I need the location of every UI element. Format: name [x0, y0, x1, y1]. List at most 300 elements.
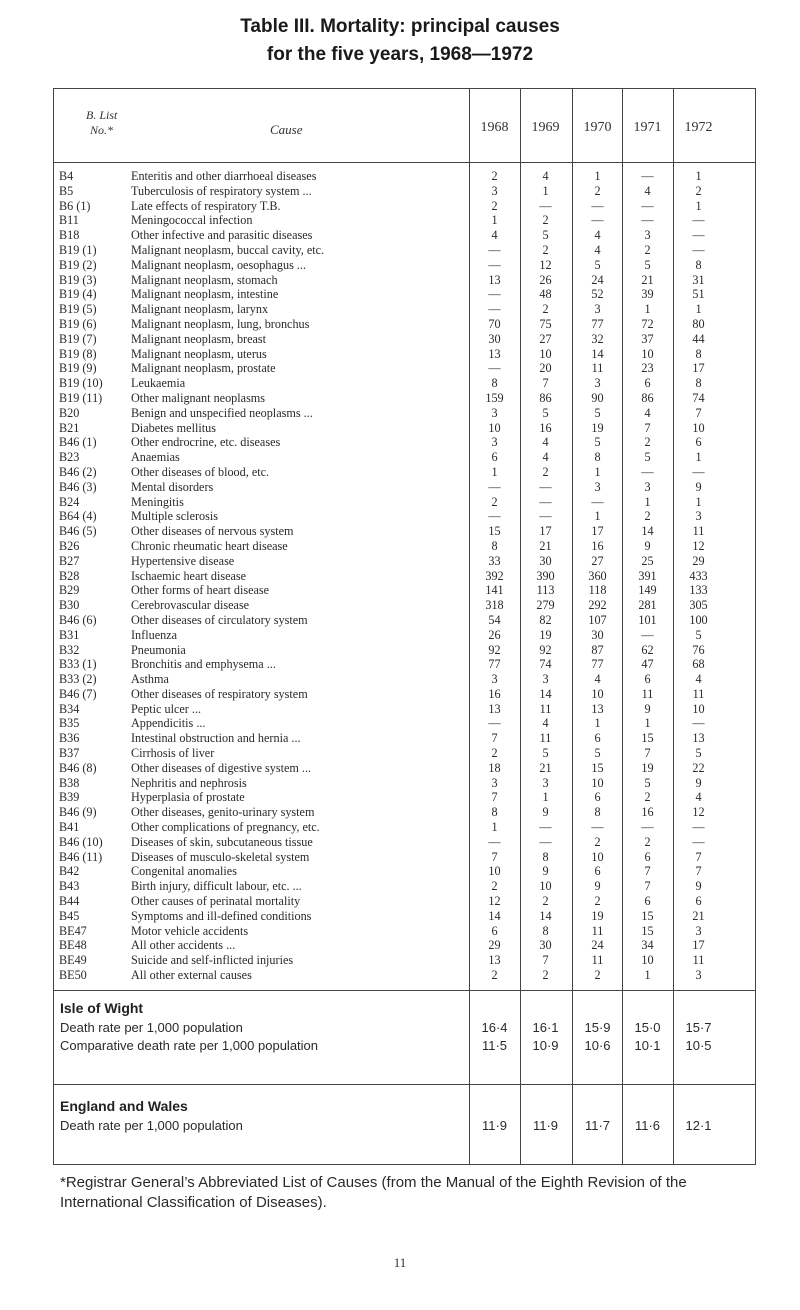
cause-name: Other diseases, genito-urinary system: [131, 805, 315, 820]
table-row: [0, 643, 800, 658]
value-1971: 5: [644, 775, 651, 790]
table-row: [0, 199, 800, 214]
cause-code: B46 (8): [59, 760, 97, 775]
cause-code: B26: [59, 538, 80, 553]
value-1972: 1: [695, 450, 702, 465]
table-row: [0, 332, 800, 347]
table-row: [0, 421, 800, 436]
cause-code: B31: [59, 627, 80, 642]
value-1971: 101: [638, 612, 657, 627]
value-1969: 92: [539, 642, 552, 657]
value-1968: 159: [485, 390, 504, 405]
value-1969: 2: [542, 302, 549, 317]
value-1971: 4: [644, 183, 651, 198]
year-header: 1971: [633, 120, 662, 135]
cause-code: B19 (10): [59, 376, 103, 391]
value-1971: 6: [644, 894, 651, 909]
value-1969: 390: [536, 568, 555, 583]
table-row: [0, 465, 800, 480]
cause-code: B19 (1): [59, 242, 97, 257]
value-1972: 2: [695, 183, 702, 198]
cause-code: BE47: [59, 923, 87, 938]
value-1971: 6: [644, 672, 651, 687]
cause-name: Peptic ulcer ...: [131, 701, 202, 716]
value-1970: 87: [591, 642, 604, 657]
cause-code: B19 (2): [59, 257, 97, 272]
value-1970: 10: [591, 775, 604, 790]
cause-name: Hypertensive disease: [131, 553, 235, 568]
value-1969: 4: [542, 169, 549, 183]
value-1970: 10·6: [584, 1038, 611, 1053]
value-1971: 15: [641, 908, 654, 923]
cause-name: Malignant neoplasm, intestine: [131, 287, 279, 302]
value-1972: 9: [695, 479, 702, 494]
table-row: [0, 613, 800, 628]
value-1968: 6: [491, 923, 498, 938]
value-1968: 13: [488, 953, 501, 968]
value-1969: 4: [542, 716, 549, 731]
value-1969: 5: [542, 746, 549, 761]
value-1971: —: [641, 820, 654, 835]
value-1970: 11: [591, 923, 604, 938]
table-row: [0, 761, 800, 776]
value-1969: 11: [539, 731, 552, 746]
value-1970: 17: [591, 524, 604, 539]
value-1969: 21: [539, 760, 552, 775]
table-row: [0, 361, 800, 376]
table-row: [0, 924, 800, 939]
table-row: [0, 213, 800, 228]
value-1968: —: [488, 287, 501, 302]
cause-code: B43: [59, 879, 80, 894]
value-1972: —: [692, 716, 705, 731]
cause-code: BE50: [59, 968, 87, 983]
england-wales-title: England and Wales: [60, 1098, 188, 1114]
value-1970: 5: [594, 435, 601, 450]
cause-code: B38: [59, 775, 80, 790]
cause-code: B46 (11): [59, 849, 103, 864]
value-1968: —: [488, 479, 501, 494]
value-1968: 13: [488, 346, 501, 361]
value-1970: 1: [594, 509, 601, 524]
cause-code: B19 (4): [59, 287, 97, 302]
value-1970: 77: [591, 316, 604, 331]
cause-name: Cerebrovascular disease: [131, 598, 250, 613]
value-1971: 2: [644, 834, 651, 849]
value-1970: 292: [588, 598, 607, 613]
value-1972: 9: [695, 879, 702, 894]
cause-name: Malignant neoplasm, oesophagus ...: [131, 257, 306, 272]
value-1968: 7: [491, 849, 498, 864]
table-row: [0, 598, 800, 613]
value-1972: 51: [692, 287, 705, 302]
table-row: [0, 657, 800, 672]
value-1968: 2: [491, 494, 498, 509]
value-1971: 21: [641, 272, 654, 287]
value-1970: 4: [594, 672, 601, 687]
table-row: [0, 524, 800, 539]
cause-code: B23: [59, 450, 80, 465]
table-row: [0, 273, 800, 288]
value-1972: 8: [695, 346, 702, 361]
table-row: [0, 702, 800, 717]
cause-code: B46 (2): [59, 464, 97, 479]
value-1969: 5: [542, 405, 549, 420]
value-1972: 9: [695, 775, 702, 790]
value-1968: 77: [488, 657, 501, 672]
value-1971: —: [641, 464, 654, 479]
cause-name: Cirrhosis of liver: [131, 746, 215, 761]
value-1970: 77: [591, 657, 604, 672]
value-1971: 4: [644, 405, 651, 420]
table-row: [0, 391, 800, 406]
cause-name: All other accidents ...: [131, 938, 236, 953]
value-1968: 12: [488, 894, 501, 909]
value-1969: 30: [539, 938, 552, 953]
table-row: [0, 716, 800, 731]
value-1969: 26: [539, 272, 552, 287]
value-1972: 17: [692, 938, 705, 953]
value-1971: 149: [638, 583, 657, 598]
cause-name: Appendicitis ...: [131, 716, 206, 731]
value-1971: 11·6: [634, 1118, 661, 1133]
value-1970: 8: [594, 805, 601, 820]
value-1972: 8: [695, 376, 702, 391]
cause-code: B46 (1): [59, 435, 97, 450]
value-1969: 16·1: [532, 1020, 559, 1035]
value-1969: 8: [542, 849, 549, 864]
cause-code: B37: [59, 746, 80, 761]
table-row: [0, 317, 800, 332]
value-1971: —: [641, 169, 654, 183]
cause-code: B24: [59, 494, 80, 509]
value-1968: 10: [488, 420, 501, 435]
cause-code: B19 (8): [59, 346, 97, 361]
cause-code: B45: [59, 908, 80, 923]
value-1969: 30: [539, 553, 552, 568]
value-1970: —: [591, 198, 604, 213]
year-header: 1968: [480, 120, 509, 135]
value-1970: 16: [591, 538, 604, 553]
value-1969: —: [539, 834, 552, 849]
value-1968: 16·4: [481, 1020, 508, 1035]
value-1971: 15·0: [634, 1020, 661, 1035]
cause-name: Congenital anomalies: [131, 864, 237, 879]
value-1971: 19: [641, 760, 654, 775]
table-row: [0, 909, 800, 924]
value-1969: —: [539, 479, 552, 494]
value-1969: 3: [542, 775, 549, 790]
table-row: [0, 406, 800, 421]
cause-name: Hyperplasia of prostate: [131, 790, 245, 805]
value-1970: 27: [591, 553, 604, 568]
value-1971: 5: [644, 257, 651, 272]
value-1971: 11: [641, 686, 654, 701]
value-1971: 9: [644, 538, 651, 553]
value-1971: 9: [644, 701, 651, 716]
table-row: [0, 243, 800, 258]
table-row: [0, 879, 800, 894]
value-1971: 1: [644, 494, 651, 509]
value-1971: 6: [644, 376, 651, 391]
cause-code: B41: [59, 820, 80, 835]
cause-code: B42: [59, 864, 80, 879]
value-1970: 30: [591, 627, 604, 642]
value-1970: 6: [594, 864, 601, 879]
value-1970: 5: [594, 746, 601, 761]
value-1971: 86: [641, 390, 654, 405]
value-1972: —: [692, 228, 705, 243]
value-1968: 16: [488, 686, 501, 701]
value-1971: 1: [644, 716, 651, 731]
value-1969: 9: [542, 864, 549, 879]
table-row: [0, 450, 800, 465]
value-1968: 30: [488, 331, 501, 346]
value-1970: 2: [594, 894, 601, 909]
mortality-rows: [0, 169, 800, 983]
value-1970: 118: [588, 583, 607, 598]
cause-name: Nephritis and nephrosis: [131, 775, 247, 790]
value-1968: —: [488, 834, 501, 849]
value-1971: 2: [644, 509, 651, 524]
cause-code: B46 (5): [59, 524, 97, 539]
value-1968: 13: [488, 272, 501, 287]
value-1970: 3: [594, 376, 601, 391]
value-1972: 3: [695, 509, 702, 524]
value-1968: 29: [488, 938, 501, 953]
value-1970: 1: [594, 716, 601, 731]
cause-name: Multiple sclerosis: [131, 509, 218, 524]
value-1971: 281: [638, 598, 657, 613]
table-row: [0, 169, 800, 184]
cause-name: Influenza: [131, 627, 178, 642]
value-1971: 10: [641, 953, 654, 968]
value-1969: 86: [539, 390, 552, 405]
isle-of-wight-title: Isle of Wight: [60, 1000, 144, 1016]
cause-code: B35: [59, 716, 80, 731]
value-1968: —: [488, 716, 501, 731]
value-1971: 16: [641, 805, 654, 820]
cause-name: Enteritis and other diarrhoeal diseases: [131, 169, 317, 183]
value-1968: 2: [491, 169, 498, 183]
table-row: [0, 968, 800, 983]
value-1971: 25: [641, 553, 654, 568]
cause-code: B5: [59, 183, 74, 198]
value-1970: 1: [594, 464, 601, 479]
table-row: [0, 672, 800, 687]
cause-name: Tuberculosis of respiratory system ...: [131, 183, 312, 198]
value-1969: 4: [542, 435, 549, 450]
cause-code: B28: [59, 568, 80, 583]
value-1972: 8: [695, 257, 702, 272]
value-1970: 9: [594, 879, 601, 894]
cause-code: B64 (4): [59, 509, 97, 524]
cause-code: B4: [59, 169, 74, 183]
value-1968: 3: [491, 405, 498, 420]
value-1972: 1: [695, 494, 702, 509]
value-1971: 1: [644, 302, 651, 317]
value-1972: 21: [692, 908, 705, 923]
cause-code: B19 (3): [59, 272, 97, 287]
table-row: [0, 850, 800, 865]
value-1969: 2: [542, 242, 549, 257]
cause-name: Malignant neoplasm, stomach: [131, 272, 278, 287]
value-1972: 100: [689, 612, 708, 627]
value-1968: 1: [491, 820, 498, 835]
value-1972: 6: [695, 435, 702, 450]
value-1969: 2: [542, 213, 549, 228]
value-1972: 1: [695, 198, 702, 213]
value-1972: 3: [695, 968, 702, 983]
value-1971: 7: [644, 864, 651, 879]
value-1972: 13: [692, 731, 705, 746]
cause-code: B39: [59, 790, 80, 805]
cause-name: Suicide and self-inflicted injuries: [131, 953, 294, 968]
value-1972: 68: [692, 657, 705, 672]
value-1969: 75: [539, 316, 552, 331]
cause-code: B29: [59, 583, 80, 598]
table-row: [0, 894, 800, 909]
cause-code: B11: [59, 213, 79, 228]
table-row: [0, 1020, 800, 1036]
value-1968: 13: [488, 701, 501, 716]
value-1971: 3: [644, 228, 651, 243]
table-row: [0, 953, 800, 968]
value-1968: 11·5: [481, 1038, 508, 1053]
page-number: 11: [393, 1255, 407, 1270]
value-1972: 5: [695, 746, 702, 761]
value-1968: —: [488, 302, 501, 317]
value-1970: 2: [594, 834, 601, 849]
value-1968: 8: [491, 538, 498, 553]
list-no-header-2: No.*: [90, 123, 114, 137]
value-1972: 4: [695, 790, 702, 805]
table-row: [0, 435, 800, 450]
value-1970: 15: [591, 760, 604, 775]
cause-code: B46 (7): [59, 686, 97, 701]
cause-name: Malignant neoplasm, uterus: [131, 346, 267, 361]
value-1969: —: [539, 820, 552, 835]
footnote: *Registrar General’s Abbreviated List of Causes (from the Manual of the Eighth Revision of the International Classification of Diseases).: [60, 1174, 687, 1211]
value-1968: 8: [491, 805, 498, 820]
value-1970: 90: [591, 390, 604, 405]
value-1968: 10: [488, 864, 501, 879]
value-1972: 1: [695, 169, 702, 183]
table-row: [0, 1118, 800, 1134]
value-1968: 11·9: [481, 1118, 508, 1133]
cause-name: Mental disorders: [131, 479, 214, 494]
cause-code: B33 (2): [59, 672, 97, 687]
value-1972: 133: [689, 583, 708, 598]
cause-name: Chronic rheumatic heart disease: [131, 538, 288, 553]
cause-name: Other complications of pregnancy, etc.: [131, 820, 320, 835]
value-1969: 21: [539, 538, 552, 553]
year-header: 1972: [684, 120, 713, 135]
value-1971: 7: [644, 746, 651, 761]
row-label: Death rate per 1,000 population: [60, 1118, 243, 1133]
value-1972: 12·1: [685, 1118, 712, 1133]
cause-code: BE49: [59, 953, 87, 968]
value-1968: 4: [491, 228, 498, 243]
value-1968: 3: [491, 183, 498, 198]
table-row: [0, 228, 800, 243]
value-1972: 31: [692, 272, 705, 287]
value-1968: —: [488, 257, 501, 272]
value-1970: 2: [594, 183, 601, 198]
cause-name: Other forms of heart disease: [131, 583, 270, 598]
table-row: [0, 776, 800, 791]
cause-name: Other causes of perinatal mortality: [131, 894, 301, 909]
cause-name: Motor vehicle accidents: [131, 923, 249, 938]
cause-name: Other diseases of circulatory system: [131, 612, 308, 627]
value-1972: 7: [695, 864, 702, 879]
cause-code: B6 (1): [59, 198, 91, 213]
table-row: [0, 569, 800, 584]
cause-name: Symptoms and ill-defined conditions: [131, 908, 312, 923]
table-row: [0, 583, 800, 598]
cause-code: B19 (5): [59, 302, 97, 317]
cause-code: B32: [59, 642, 80, 657]
value-1971: 2: [644, 435, 651, 450]
value-1968: 392: [485, 568, 504, 583]
value-1969: 4: [542, 450, 549, 465]
value-1970: 52: [591, 287, 604, 302]
value-1970: 6: [594, 731, 601, 746]
table-row: [0, 746, 800, 761]
value-1971: 6: [644, 849, 651, 864]
cause-name: Leukaemia: [131, 376, 186, 391]
cause-code: B34: [59, 701, 80, 716]
value-1968: 2: [491, 968, 498, 983]
value-1972: 11: [692, 953, 705, 968]
value-1971: 1: [644, 968, 651, 983]
value-1970: 24: [591, 938, 604, 953]
value-1972: 74: [692, 390, 705, 405]
value-1970: 1: [594, 169, 601, 183]
cause-name: Asthma: [131, 672, 169, 687]
value-1969: 20: [539, 361, 552, 376]
value-1968: 2: [491, 879, 498, 894]
value-1971: 23: [641, 361, 654, 376]
value-1969: 279: [536, 598, 555, 613]
cause-code: B20: [59, 405, 80, 420]
value-1972: 10: [692, 701, 705, 716]
value-1970: 32: [591, 331, 604, 346]
value-1968: 15: [488, 524, 501, 539]
cause-name: Malignant neoplasm, lung, bronchus: [131, 316, 310, 331]
table-row: [0, 628, 800, 643]
cause-name: Malignant neoplasm, prostate: [131, 361, 276, 376]
value-1969: 82: [539, 612, 552, 627]
cause-code: B21: [59, 420, 80, 435]
value-1970: 8: [594, 450, 601, 465]
table-row: [0, 805, 800, 820]
value-1968: 70: [488, 316, 501, 331]
value-1969: 8: [542, 923, 549, 938]
value-1972: —: [692, 834, 705, 849]
value-1970: 11: [591, 361, 604, 376]
value-1968: —: [488, 509, 501, 524]
table-row: [0, 347, 800, 362]
section-divider: [53, 1084, 756, 1085]
value-1969: 74: [539, 657, 552, 672]
cause-name: Diseases of musculo-skeletal system: [131, 849, 310, 864]
cause-name: Intestinal obstruction and hernia ...: [131, 731, 301, 746]
value-1969: 16: [539, 420, 552, 435]
cause-code: B33 (1): [59, 657, 97, 672]
value-1971: —: [641, 213, 654, 228]
value-1970: 19: [591, 908, 604, 923]
